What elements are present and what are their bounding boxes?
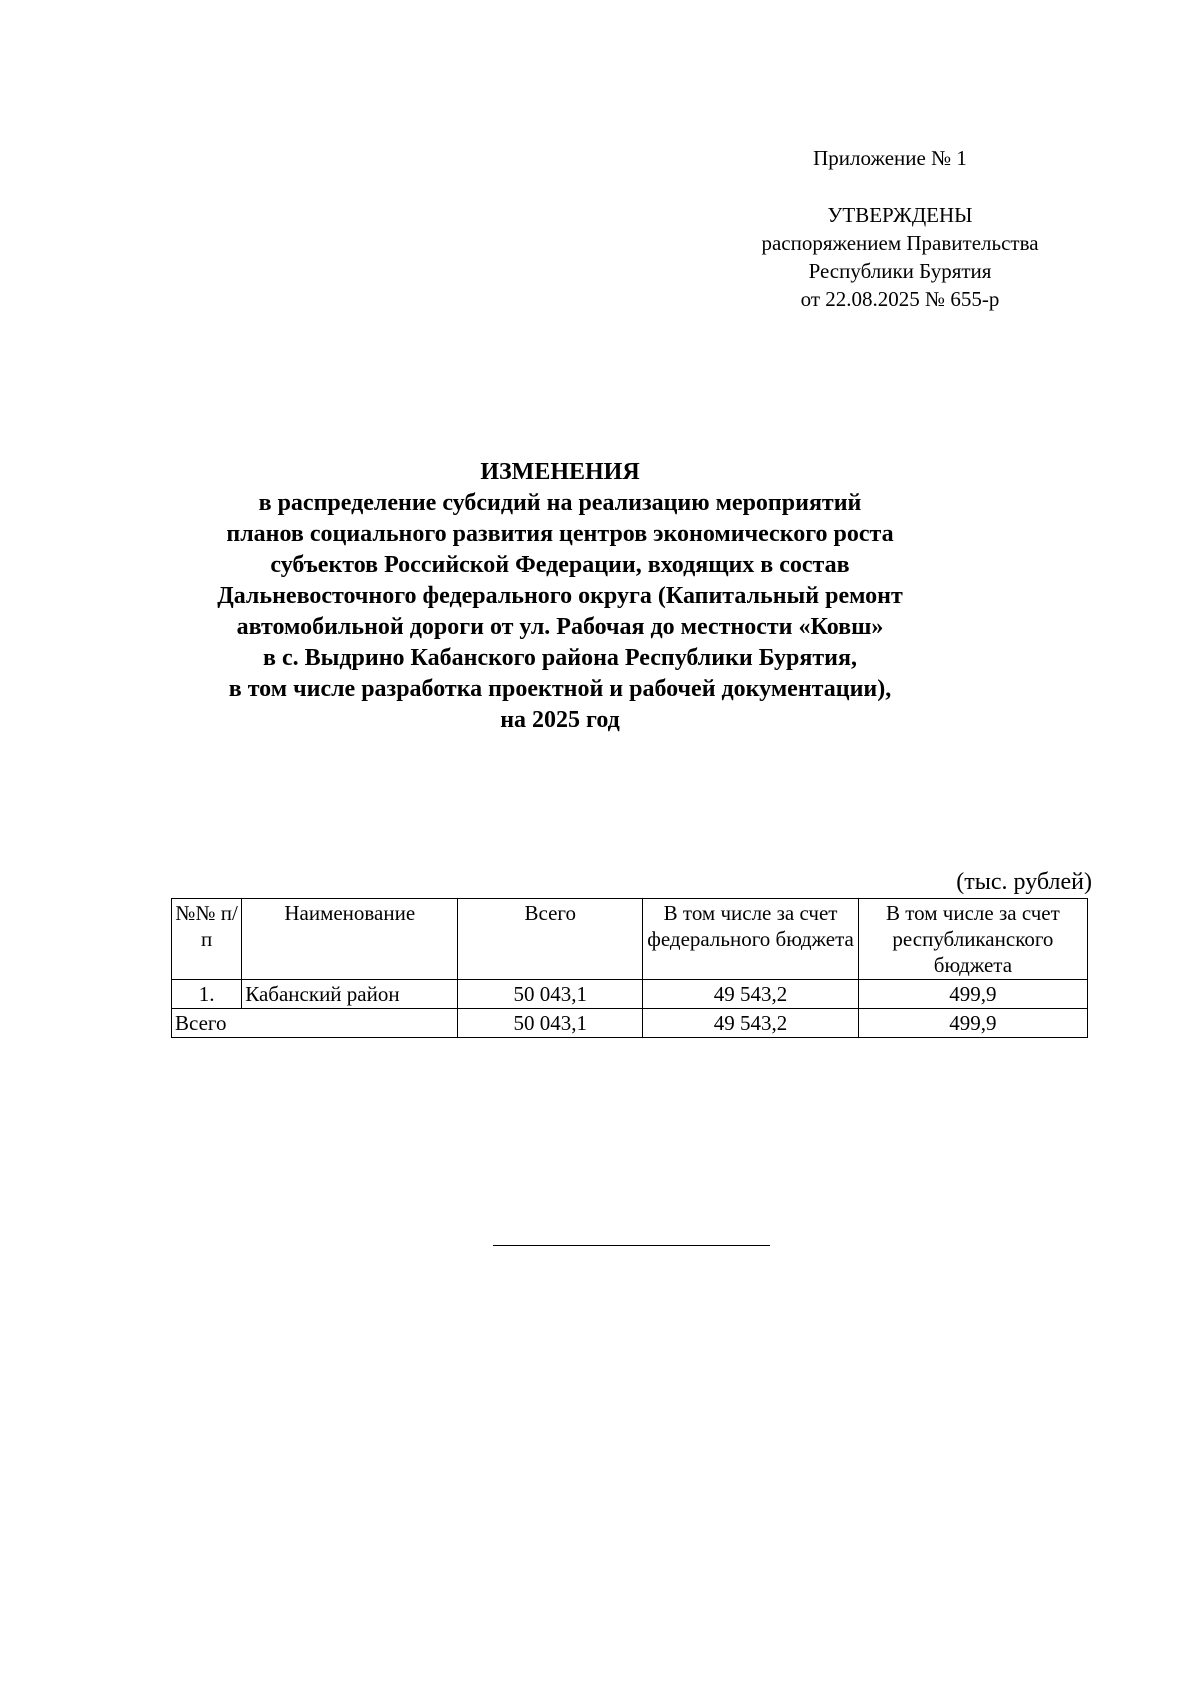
appendix-label: Приложение № 1 [813, 146, 967, 170]
header-total: Всего [458, 899, 643, 980]
cell-federal: 49 543,2 [643, 980, 859, 1009]
title-line: Дальневосточного федерального округа (Капитальный ремонт [217, 583, 903, 609]
total-republic: 499,9 [858, 1009, 1087, 1038]
cell-name: Кабанский район [242, 980, 458, 1009]
title-line: в том числе разработка проектной и рабочей документации), [228, 676, 892, 702]
approved-by-line: распоряжением Правительства [761, 231, 1039, 255]
title-line: в с. Выдрино Кабанского района Республики Бурятия, [263, 645, 857, 671]
table-header-row [172, 899, 1088, 980]
cell-number: 1. [172, 980, 242, 1009]
units-label: (тыс. рублей) [956, 869, 1092, 895]
approval-stamp [740, 201, 1060, 313]
approved-authority-line: Республики Бурятия [808, 259, 992, 283]
header-name: Наименование [242, 899, 458, 980]
title-line: на 2025 год [500, 707, 620, 733]
approved-heading: УТВЕРЖДЕНЫ [827, 203, 973, 227]
end-of-document-rule [493, 1245, 770, 1246]
subsidy-distribution-table [171, 898, 1088, 1038]
total-label: Всего [172, 1009, 458, 1038]
title-line: планов социального развития центров экономического роста [226, 521, 894, 547]
total-federal: 49 543,2 [643, 1009, 859, 1038]
title-line: субъектов Российской Федерации, входящих в состав [270, 552, 850, 578]
header-number: №№ п/п [172, 899, 242, 980]
title-heading: ИЗМЕНЕНИЯ [480, 459, 640, 485]
cell-republic: 499,9 [858, 980, 1087, 1009]
title-line: в распределение субсидий на реализацию мероприятий [258, 490, 862, 516]
title-line: автомобильной дороги от ул. Рабочая до местности «Ковш» [236, 614, 884, 640]
total-sum: 50 043,1 [458, 1009, 643, 1038]
header-republic: В том числе за счет республиканского бюджета [858, 899, 1087, 980]
table-total-row [172, 1009, 1088, 1038]
header-federal: В том числе за счет федерального бюджета [643, 899, 859, 980]
cell-total: 50 043,1 [458, 980, 643, 1009]
document-title [130, 457, 990, 736]
approved-date-line: от 22.08.2025 № 655-р [800, 287, 1000, 311]
table-row [172, 980, 1088, 1009]
